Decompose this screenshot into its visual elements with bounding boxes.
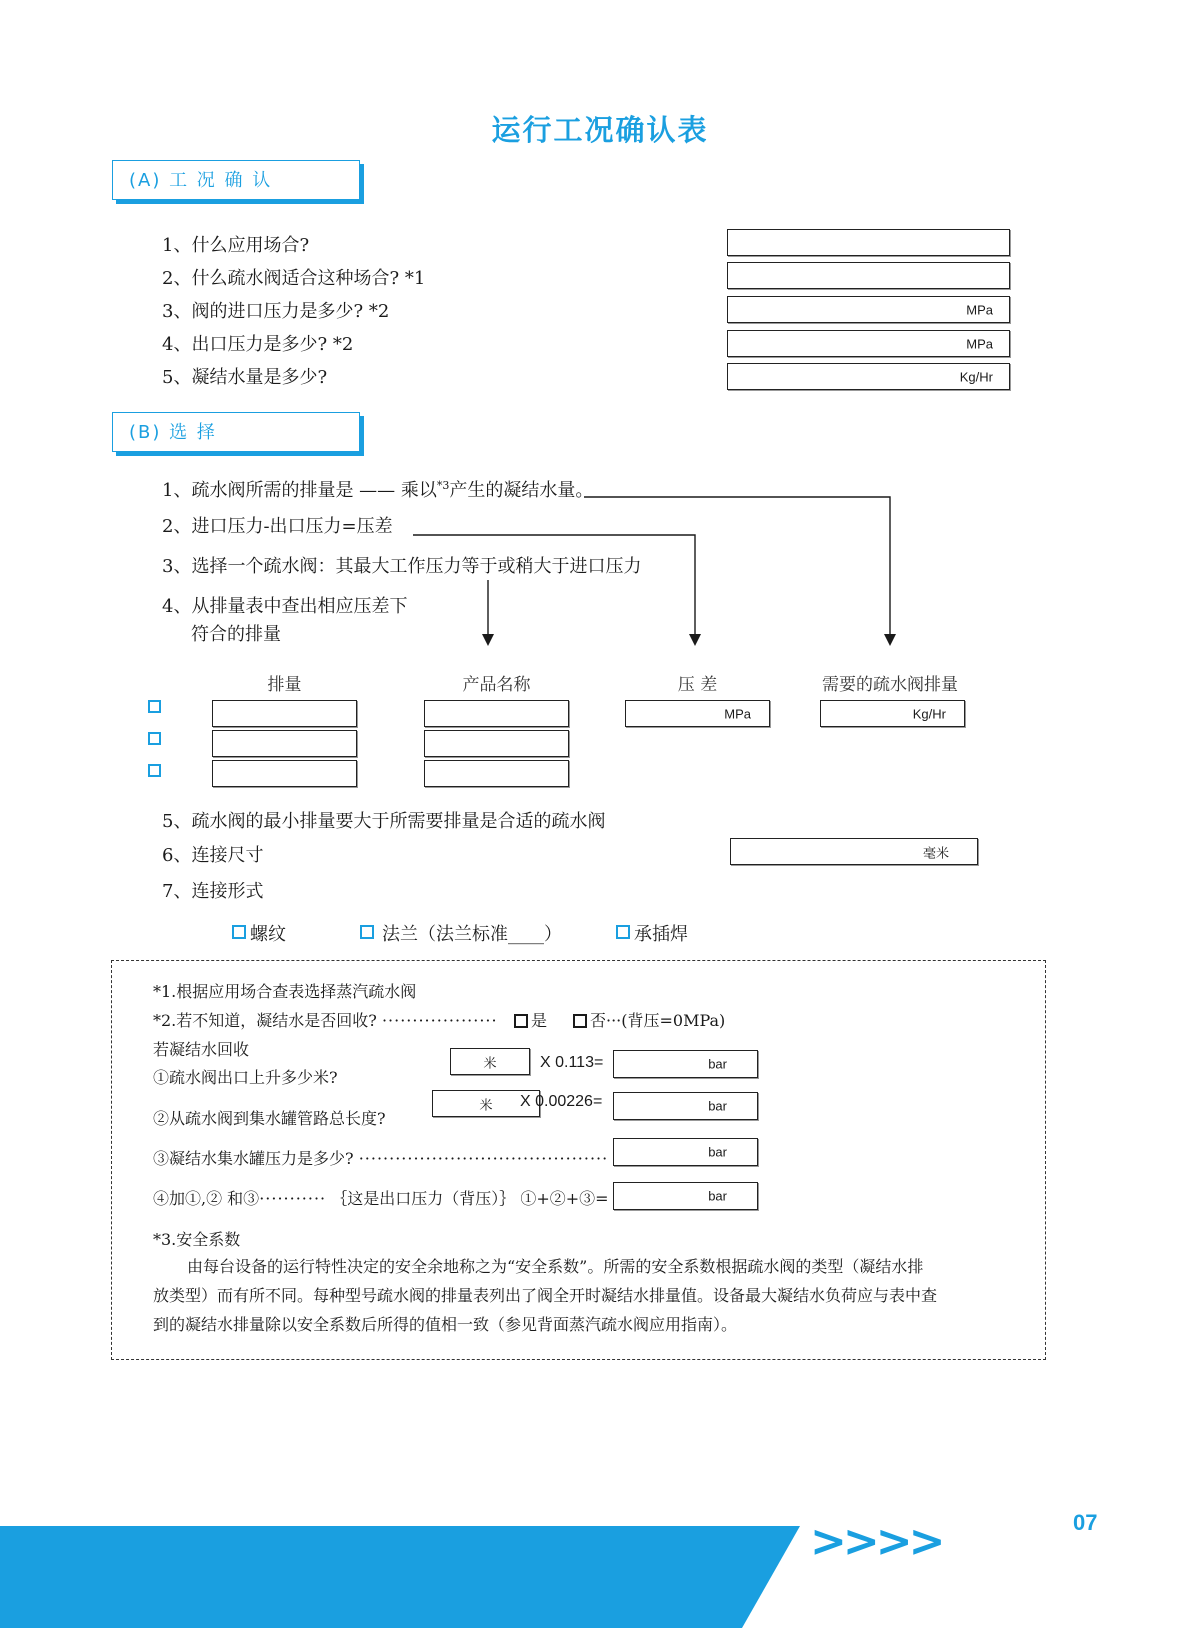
flange-checkbox[interactable]: [360, 925, 374, 939]
step-6: 6、连接尺寸: [162, 845, 264, 866]
product-name-field[interactable]: [424, 700, 569, 727]
section-a-header: (A) 工 况 确 认: [112, 160, 360, 200]
pipe-length-bar-field[interactable]: [613, 1092, 758, 1120]
row-checkbox[interactable]: [148, 732, 161, 745]
thread-checkbox[interactable]: [232, 925, 246, 939]
question-condensate-load: 5、凝结水量是多少?: [162, 367, 328, 388]
capacity-field[interactable]: [212, 760, 357, 787]
step-1: 1、疏水阀所需的排量是 —— 乘以$^{*3}$产生的凝结水量。: [162, 479, 594, 501]
col-product: 产品名称: [462, 675, 531, 695]
question-application: 1、什么应用场合?: [162, 235, 310, 256]
yes-checkbox[interactable]: [514, 1014, 528, 1028]
page-number: 07: [1073, 1510, 1098, 1535]
footer-band: [0, 1524, 1200, 1628]
note-3-paragraph: 由每台设备的运行特性决定的安全余地称之为“安全系数”。所需的安全系数根据疏水阀的类型（凝结水排 放类型）而有所不同。每种型号疏水阀的排量表列出了阀全开时凝结水排量值。设备最大凝结水负荷应与表中查 到的凝结水排量除以安全系数后所得的值相一致（参见背面蒸汽疏水阀应用指南）。: [153, 1257, 938, 1334]
note-3-title: *3.安全系数: [153, 1230, 241, 1249]
unit-bar: bar: [708, 1144, 727, 1160]
question-sum: ④加①,② 和③··········· ｛这是出口压力（背压）｝ ①+②+③=: [153, 1189, 609, 1208]
section-b-header: (B) 选 择: [112, 412, 360, 452]
question-trap-type: 2、什么疏水阀适合这种场合? *1: [162, 268, 426, 289]
unit-mpa: MPa: [966, 336, 993, 351]
connection-size-field[interactable]: [730, 838, 978, 865]
arrows-decoration: >>>>: [810, 1516, 942, 1567]
step-4-line1: 4、从排量表中查出相应压差下: [162, 596, 408, 617]
flange-label: 法兰（法兰标准____）: [382, 924, 562, 945]
thread-label: 螺纹: [250, 924, 286, 945]
note-2: *2.若不知道，凝结水是否回收? ···················: [153, 1011, 498, 1030]
socket-weld-label: 承插焊: [634, 924, 688, 945]
unit-bar: bar: [708, 1098, 727, 1114]
multiplier-1: X 0.113=: [540, 1054, 604, 1071]
step-3: 3、选择一个疏水阀：其最大工作压力等于或稍大于进口压力: [162, 556, 642, 577]
unit-mpa: MPa: [966, 302, 993, 317]
pressure-diff-field[interactable]: [625, 700, 770, 727]
required-capacity-field[interactable]: [820, 700, 965, 727]
question-outlet-pressure: 4、出口压力是多少? *2: [162, 334, 354, 355]
unit-bar: bar: [708, 1056, 727, 1072]
back-pressure-bar-field[interactable]: [613, 1182, 758, 1210]
step-4-line2: 符合的排量: [191, 624, 281, 645]
no-checkbox[interactable]: [573, 1014, 587, 1028]
unit-meter: 米: [479, 1098, 493, 1113]
question-rise: ①疏水阀出口上升多少米?: [153, 1068, 338, 1087]
unit-mpa: MPa: [724, 706, 751, 721]
unit-mm: 毫米: [922, 846, 949, 861]
multiplier-2: X 0.00226=: [520, 1093, 603, 1110]
col-pressure-diff: 压 差: [677, 675, 718, 695]
question-pipe-length: ②从疏水阀到集水罐管路总长度?: [153, 1109, 386, 1128]
socket-weld-checkbox[interactable]: [616, 925, 630, 939]
unit-kghr: Kg/Hr: [912, 706, 946, 721]
capacity-field[interactable]: [212, 700, 357, 727]
question-tank-pressure: ③凝结水集水罐压力是多少? ·········································: [153, 1149, 609, 1168]
rise-meters-field[interactable]: [450, 1048, 530, 1075]
unit-meter: 米: [483, 1056, 497, 1071]
unit-bar: bar: [708, 1188, 727, 1204]
row-checkbox[interactable]: [148, 700, 161, 713]
if-recovered-label: 若凝结水回收: [153, 1040, 250, 1059]
rise-bar-field[interactable]: [613, 1050, 758, 1078]
page-title: 运行工况确认表: [491, 113, 709, 147]
note-1: *1.根据应用场合查表选择蒸汽疏水阀: [153, 982, 417, 1001]
row-checkbox[interactable]: [148, 764, 161, 777]
step-5: 5、疏水阀的最小排量要大于所需要排量是合适的疏水阀: [162, 811, 606, 832]
unit-kghr: Kg/Hr: [959, 369, 993, 384]
tank-pressure-bar-field[interactable]: [613, 1138, 758, 1166]
col-required-capacity: 需要的疏水阀排量: [822, 675, 958, 695]
product-name-field[interactable]: [424, 760, 569, 787]
col-capacity: 排量: [267, 675, 302, 695]
step-7: 7、连接形式: [162, 881, 264, 902]
step-2: 2、进口压力-出口压力=压差: [162, 516, 393, 537]
recovered-yes-option[interactable]: 是: [514, 1008, 547, 1031]
recovered-no-option[interactable]: 否···(背压=0MPa): [573, 1008, 725, 1031]
capacity-field[interactable]: [212, 730, 357, 757]
product-name-field[interactable]: [424, 730, 569, 757]
question-inlet-pressure: 3、阀的进口压力是多少? *2: [162, 301, 390, 322]
